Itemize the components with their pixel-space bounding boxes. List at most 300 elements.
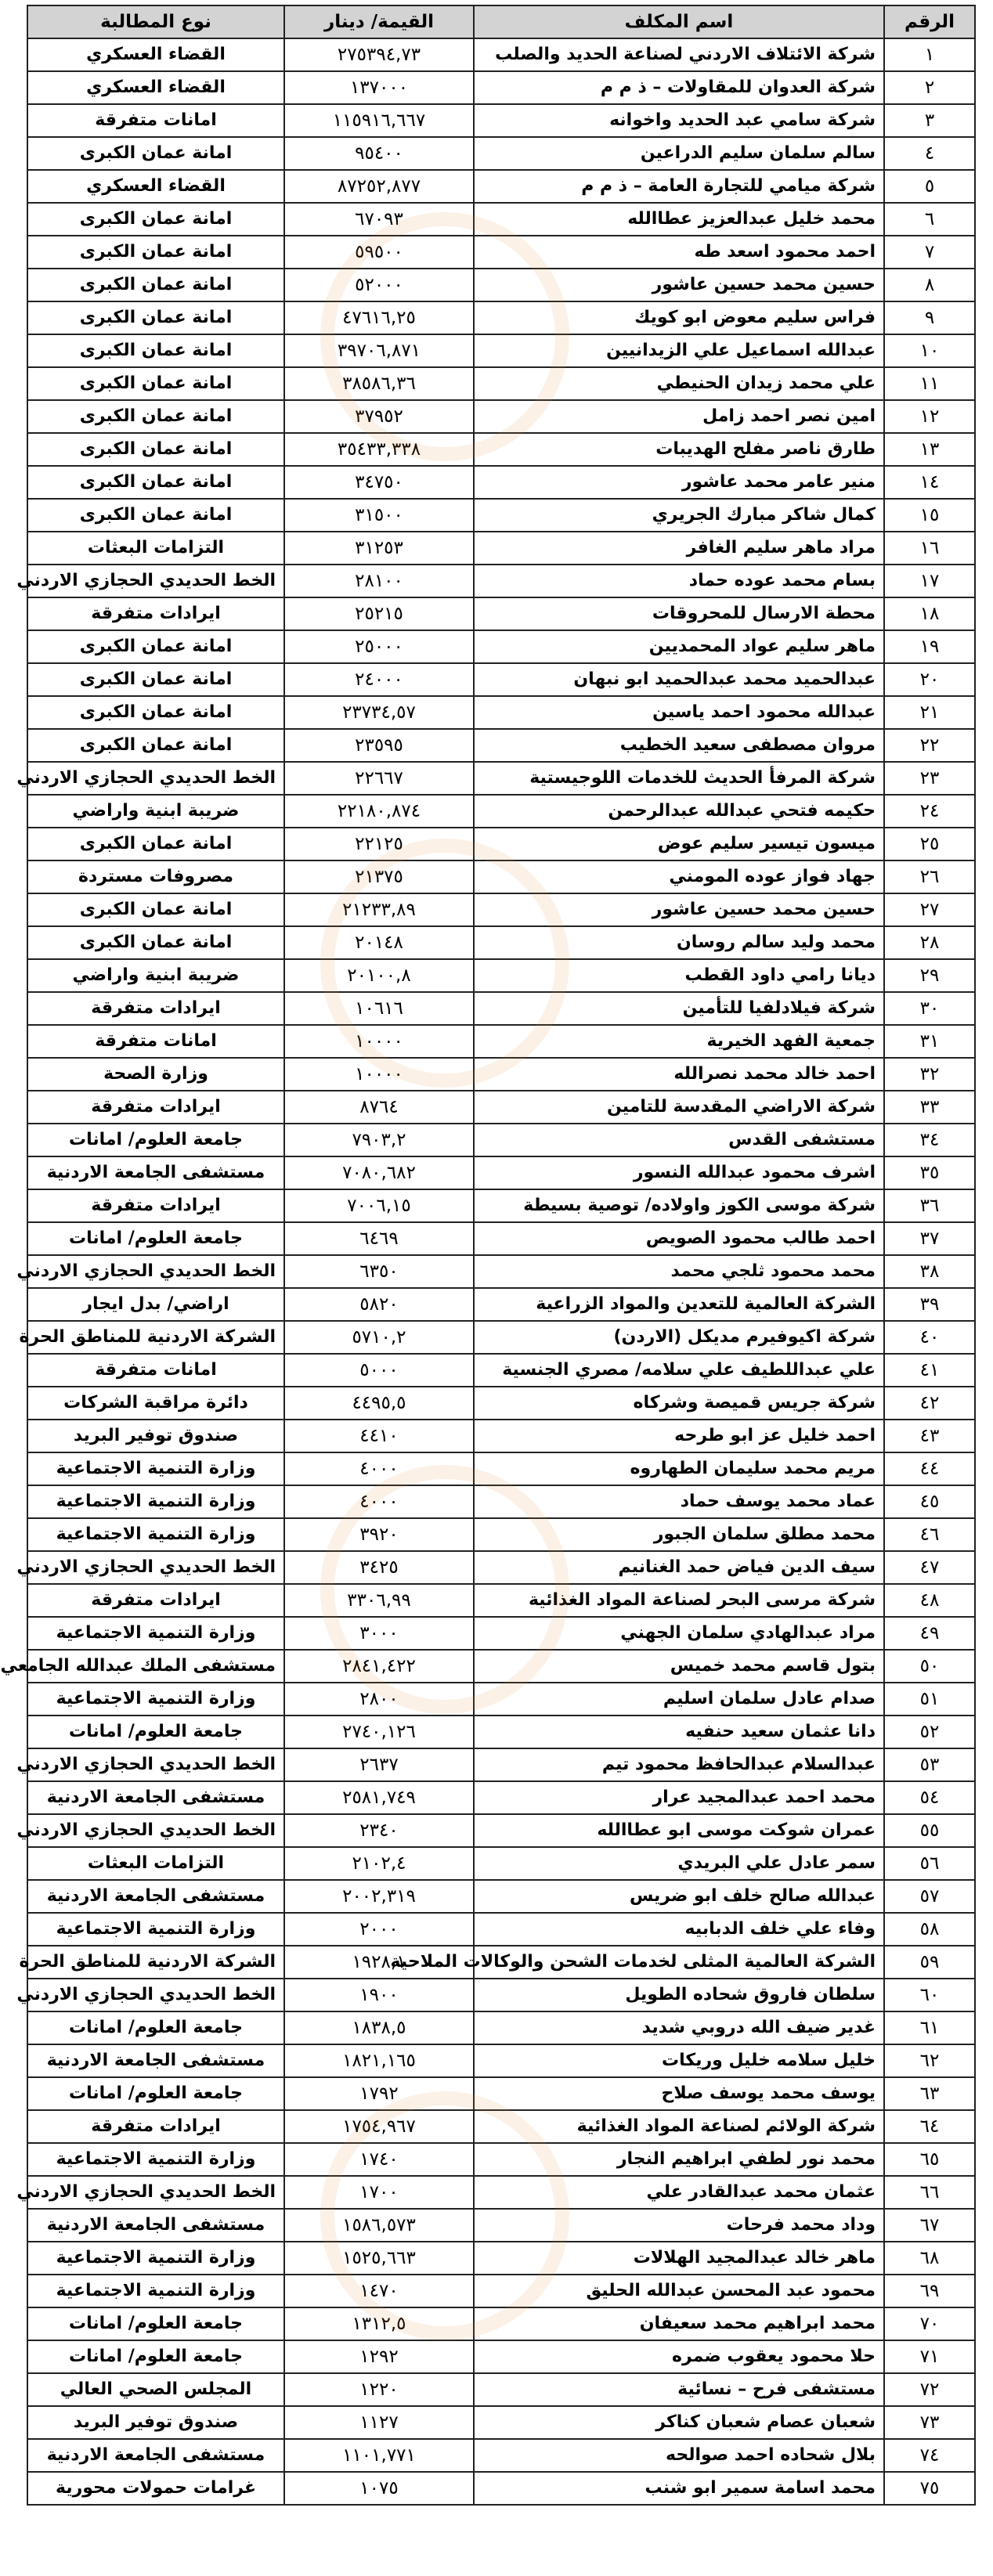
header-name: اسم المكلف <box>474 5 884 38</box>
row-num: ٧٥ <box>884 2472 975 2505</box>
row-value: ٩٥٤٠٠ <box>284 137 474 170</box>
row-name: سيف الدين فياض حمد الغنانيم <box>474 1551 884 1584</box>
table-row <box>27 1650 975 1683</box>
row-type: الخط الحديدي الحجازي الاردني <box>27 1551 284 1584</box>
row-value: ٢٦٣٧ <box>284 1748 474 1781</box>
table-row <box>27 1617 975 1650</box>
table-row <box>27 236 975 269</box>
row-value: ٢٥٠٠٠ <box>284 630 474 663</box>
table-row <box>27 1814 975 1847</box>
row-value: ٦٣٥٠ <box>284 1255 474 1288</box>
row-type: مصروفات مستردة <box>27 860 284 893</box>
table-row <box>27 1748 975 1781</box>
row-num: ١٣ <box>884 433 975 466</box>
row-type: وزارة التنمية الاجتماعية <box>27 1617 284 1650</box>
row-type: وزارة الصحة <box>27 1058 284 1091</box>
table-row <box>27 1288 975 1321</box>
table-row <box>27 2143 975 2176</box>
row-type: مستشفى الجامعة الاردنية <box>27 2439 284 2472</box>
row-num: ٧١ <box>884 2340 975 2373</box>
row-value: ٣١٥٠٠ <box>284 499 474 532</box>
row-num: ٢٠ <box>884 663 975 696</box>
table-row <box>27 400 975 433</box>
table-row <box>27 433 975 466</box>
row-type: وزارة التنمية الاجتماعية <box>27 2275 284 2307</box>
row-type: امانة عمان الكبرى <box>27 367 284 400</box>
row-value: ١٢٢٠ <box>284 2373 474 2406</box>
row-type: صندوق توفير البريد <box>27 2406 284 2439</box>
row-name: سلطان فاروق شحاده الطويل <box>474 1979 884 2011</box>
table-row <box>27 532 975 565</box>
row-value: ١٠٠٠٠ <box>284 1025 474 1058</box>
row-type: جامعة العلوم/ امانات <box>27 2340 284 2373</box>
row-type: امانة عمان الكبرى <box>27 236 284 269</box>
row-value: ٢١٢٣٣,٨٩ <box>284 893 474 926</box>
row-value: ٢٠٠٠ <box>284 1913 474 1946</box>
row-name: فراس سليم معوض ابو كويك <box>474 301 884 334</box>
row-type: جامعة العلوم/ امانات <box>27 1222 284 1255</box>
row-name: علي عبداللطيف علي سلامه/ مصري الجنسية <box>474 1354 884 1387</box>
row-num: ٥٣ <box>884 1748 975 1781</box>
row-type: جامعة العلوم/ امانات <box>27 2307 284 2340</box>
row-num: ٧٢ <box>884 2373 975 2406</box>
row-num: ٦٠ <box>884 1979 975 2011</box>
row-type: ضريبة ابنية واراضي <box>27 795 284 828</box>
row-type: دائرة مراقبة الشركات <box>27 1387 284 1420</box>
row-value: ١١٢٧ <box>284 2406 474 2439</box>
row-num: ٦٨ <box>884 2242 975 2275</box>
row-num: ٣٠ <box>884 992 975 1025</box>
table-row <box>27 499 975 532</box>
row-num: ٢٨ <box>884 926 975 959</box>
row-name: مستشفى فرح – نسائية <box>474 2373 884 2406</box>
row-name: محمد اسامة سمير ابو شنب <box>474 2472 884 2505</box>
row-value: ٢٢١٨٠,٨٧٤ <box>284 795 474 828</box>
table-row <box>27 1025 975 1058</box>
row-value: ١٧٥٤,٩٦٧ <box>284 2110 474 2143</box>
row-type: الخط الحديدي الحجازي الاردني <box>27 762 284 795</box>
row-name: شركة موسى الكوز واولاده/ توصية بسيطة <box>474 1189 884 1222</box>
row-type: امانة عمان الكبرى <box>27 499 284 532</box>
row-type: امانة عمان الكبرى <box>27 466 284 499</box>
row-value: ٢٣٧٣٤,٥٧ <box>284 696 474 729</box>
row-name: محمد خليل عبدالعزيز عطاالله <box>474 203 884 236</box>
claims-rows <box>0 38 975 2505</box>
row-value: ٥٨٢٠ <box>284 1288 474 1321</box>
row-value: ٢٥٨١,٧٤٩ <box>284 1781 474 1814</box>
row-num: ١ <box>884 38 975 71</box>
row-type: مستشفى الجامعة الاردنية <box>27 2209 284 2242</box>
row-name: شركة سامي عبد الحديد واخوانه <box>474 104 884 137</box>
row-name: ماهر سليم عواد المحمديين <box>474 630 884 663</box>
row-num: ٦١ <box>884 2011 975 2044</box>
row-type: الخط الحديدي الحجازي الاردني <box>27 1748 284 1781</box>
row-name: عبدالله اسماعيل علي الزيدانيين <box>474 334 884 367</box>
row-num: ٢٥ <box>884 828 975 860</box>
header-type: نوع المطالبة <box>27 5 284 38</box>
table-row <box>27 1716 975 1748</box>
row-name: محمد وليد سالم روسان <box>474 926 884 959</box>
row-value: ٣٤٢٥ <box>284 1551 474 1584</box>
table-row <box>27 367 975 400</box>
row-name: شعبان عصام شعبان كناكر <box>474 2406 884 2439</box>
row-value: ٤٤٩٥,٥ <box>284 1387 474 1420</box>
table-row <box>27 565 975 597</box>
row-name: شركة الاراضي المقدسة للتامين <box>474 1091 884 1124</box>
row-num: ٤٤ <box>884 1452 975 1485</box>
row-name: محمد احمد عبدالمجيد عرار <box>474 1781 884 1814</box>
row-type: القضاء العسكري <box>27 71 284 104</box>
row-num: ٢١ <box>884 696 975 729</box>
row-type: امانة عمان الكبرى <box>27 729 284 762</box>
row-type: امانة عمان الكبرى <box>27 400 284 433</box>
row-type: جامعة العلوم/ امانات <box>27 2077 284 2110</box>
row-name: شركة ميامي للتجارة العامة – ذ م م <box>474 170 884 203</box>
row-value: ٣٩٢٠ <box>284 1518 474 1551</box>
row-num: ٥٧ <box>884 1880 975 1913</box>
row-name: حسين محمد حسين عاشور <box>474 893 884 926</box>
row-num: ١٥ <box>884 499 975 532</box>
row-name: شركة المرفأ الحديث للخدمات اللوجيستية <box>474 762 884 795</box>
table-row <box>27 334 975 367</box>
claims-table <box>0 5 976 2506</box>
row-name: عثمان محمد عبدالقادر علي <box>474 2176 884 2209</box>
row-name: شركة جريس قميصة وشركاه <box>474 1387 884 1420</box>
row-type: امانة عمان الكبرى <box>27 663 284 696</box>
row-type: امانة عمان الكبرى <box>27 433 284 466</box>
row-name: ديانا رامي داود القطب <box>474 959 884 992</box>
row-type: امانة عمان الكبرى <box>27 269 284 301</box>
row-num: ٧٤ <box>884 2439 975 2472</box>
table-row <box>27 2176 975 2209</box>
table-row <box>27 301 975 334</box>
table-row <box>27 1222 975 1255</box>
row-type: مستشفى الجامعة الاردنية <box>27 1781 284 1814</box>
row-value: ١٨٣٨,٥ <box>284 2011 474 2044</box>
table-row <box>27 203 975 236</box>
row-name: صدام عادل سلمان اسليم <box>474 1683 884 1716</box>
table-row <box>27 926 975 959</box>
row-num: ٤٥ <box>884 1485 975 1518</box>
table-row <box>27 1979 975 2011</box>
table-row <box>27 71 975 104</box>
row-name: وداد محمد فرحات <box>474 2209 884 2242</box>
table-row <box>27 663 975 696</box>
row-value: ١٢٩٢ <box>284 2340 474 2373</box>
row-type: اراضي/ بدل ايجار <box>27 1288 284 1321</box>
row-num: ١٦ <box>884 532 975 565</box>
row-num: ٢٧ <box>884 893 975 926</box>
row-value: ٢٣٥٩٥ <box>284 729 474 762</box>
table-row <box>27 2373 975 2406</box>
table-row <box>27 1551 975 1584</box>
table-row <box>27 1847 975 1880</box>
row-num: ١٩ <box>884 630 975 663</box>
row-name: مراد عبدالهادي سلمان الجهني <box>474 1617 884 1650</box>
row-value: ٤٤١٠ <box>284 1420 474 1452</box>
row-value: ١٧٠٠ <box>284 2176 474 2209</box>
row-type: التزامات البعثات <box>27 532 284 565</box>
row-num: ٤٠ <box>884 1321 975 1354</box>
row-value: ٧٠٨٠,٦٨٢ <box>284 1156 474 1189</box>
row-type: امانة عمان الكبرى <box>27 696 284 729</box>
row-value: ٢٣٤٠ <box>284 1814 474 1847</box>
row-type: وزارة التنمية الاجتماعية <box>27 1485 284 1518</box>
row-value: ١٩٠٠ <box>284 1979 474 2011</box>
row-num: ٤٢ <box>884 1387 975 1420</box>
row-name: سمر عادل علي البريدي <box>474 1847 884 1880</box>
row-num: ٤٣ <box>884 1420 975 1452</box>
row-num: ١٨ <box>884 597 975 630</box>
row-type: ايرادات متفرقة <box>27 597 284 630</box>
table-row <box>27 1091 975 1124</box>
row-name: عبدالله صالح خلف ابو ضريس <box>474 1880 884 1913</box>
table-row <box>27 2340 975 2373</box>
row-name: دانا عثمان سعيد حنفيه <box>474 1716 884 1748</box>
row-num: ٤١ <box>884 1354 975 1387</box>
row-value: ٢١٣٧٥ <box>284 860 474 893</box>
row-value: ٢٤٠٠٠ <box>284 663 474 696</box>
row-num: ٣٨ <box>884 1255 975 1288</box>
row-num: ٣٣ <box>884 1091 975 1124</box>
row-type: صندوق توفير البريد <box>27 1420 284 1452</box>
row-value: ٧٠٠٦,١٥ <box>284 1189 474 1222</box>
row-num: ٢٩ <box>884 959 975 992</box>
table-row <box>27 1420 975 1452</box>
row-name: طارق ناصر مفلح الهديبات <box>474 433 884 466</box>
header-value: القيمة/ دينار <box>284 5 474 38</box>
row-type: الخط الحديدي الحجازي الاردني <box>27 565 284 597</box>
table-row <box>27 38 975 71</box>
row-type: امانة عمان الكبرى <box>27 630 284 663</box>
row-name: ماهر خالد عبدالمجيد الهلالات <box>474 2242 884 2275</box>
row-name: شركة اكيوفيرم مديكل (الاردن) <box>474 1321 884 1354</box>
row-num: ٦٦ <box>884 2176 975 2209</box>
row-type: الشركة الاردنية للمناطق الحرة <box>27 1946 284 1979</box>
table-row <box>27 630 975 663</box>
row-type: ايرادات متفرقة <box>27 1091 284 1124</box>
table-row <box>27 2011 975 2044</box>
row-type: وزارة التنمية الاجتماعية <box>27 1683 284 1716</box>
row-name: احمد خليل عز ابو طرحه <box>474 1420 884 1452</box>
row-num: ٦ <box>884 203 975 236</box>
row-value: ٢٨٤١,٤٢٢ <box>284 1650 474 1683</box>
row-num: ٧ <box>884 236 975 269</box>
row-num: ٩ <box>884 301 975 334</box>
row-type: ايرادات متفرقة <box>27 1584 284 1617</box>
row-num: ١٧ <box>884 565 975 597</box>
row-num: ٢٢ <box>884 729 975 762</box>
table-row <box>27 1781 975 1814</box>
row-num: ٢٦ <box>884 860 975 893</box>
row-num: ٥٨ <box>884 1913 975 1946</box>
row-type: امانة عمان الكبرى <box>27 137 284 170</box>
row-value: ١٧٩٢ <box>284 2077 474 2110</box>
row-num: ٥٩ <box>884 1946 975 1979</box>
row-name: عبدالحميد محمد عبدالحميد ابو نبهان <box>474 663 884 696</box>
row-name: كمال شاكر مبارك الجريري <box>474 499 884 532</box>
row-name: شركة الائتلاف الاردني لصناعة الحديد والصلب <box>474 38 884 71</box>
row-value: ٥٩٥٠٠ <box>284 236 474 269</box>
row-type: مستشفى الجامعة الاردنية <box>27 1156 284 1189</box>
row-value: ٣٥٤٣٣,٣٣٨ <box>284 433 474 466</box>
row-value: ٣٣٠٦,٩٩ <box>284 1584 474 1617</box>
row-num: ٦٣ <box>884 2077 975 2110</box>
row-type: امانة عمان الكبرى <box>27 828 284 860</box>
row-num: ٣٢ <box>884 1058 975 1091</box>
row-name: محطة الارسال للمحروقات <box>474 597 884 630</box>
row-num: ١١ <box>884 367 975 400</box>
row-num: ٢٣ <box>884 762 975 795</box>
row-value: ١٩٢٨,١ <box>284 1946 474 1979</box>
row-value: ١١٥٩١٦,٦٦٧ <box>284 104 474 137</box>
row-value: ٦٤٦٩ <box>284 1222 474 1255</box>
table-row <box>27 2044 975 2077</box>
row-name: مستشفى القدس <box>474 1124 884 1156</box>
row-value: ٧٩٠٣,٢ <box>284 1124 474 1156</box>
row-value: ٤٧٦١٦,٢٥ <box>284 301 474 334</box>
row-num: ٥٠ <box>884 1650 975 1683</box>
table-row <box>27 2406 975 2439</box>
table-row <box>27 1880 975 1913</box>
row-num: ١٤ <box>884 466 975 499</box>
row-name: ميسون تيسير سليم عوض <box>474 828 884 860</box>
row-name: مراد ماهر سليم الغافر <box>474 532 884 565</box>
row-num: ٥٦ <box>884 1847 975 1880</box>
row-type: امانات متفرقة <box>27 104 284 137</box>
row-value: ٢٠٠٢,٣١٩ <box>284 1880 474 1913</box>
table-row <box>27 1518 975 1551</box>
header-num: الرقم <box>884 5 975 38</box>
row-type: المجلس الصحي العالي <box>27 2373 284 2406</box>
table-row <box>27 466 975 499</box>
header-row <box>27 5 975 38</box>
table-row <box>27 1321 975 1354</box>
row-value: ٢٢٦٦٧ <box>284 762 474 795</box>
row-num: ٦٢ <box>884 2044 975 2077</box>
row-value: ٦٧٠٩٣ <box>284 203 474 236</box>
row-num: ٥١ <box>884 1683 975 1716</box>
row-name: امين نصر احمد زامل <box>474 400 884 433</box>
row-num: ٥٥ <box>884 1814 975 1847</box>
row-value: ٢١٠٢,٤ <box>284 1847 474 1880</box>
row-num: ٣ <box>884 104 975 137</box>
table-row <box>27 1452 975 1485</box>
row-num: ٥٢ <box>884 1716 975 1748</box>
table-row <box>27 1913 975 1946</box>
table-row <box>27 828 975 860</box>
row-type: ايرادات متفرقة <box>27 2110 284 2143</box>
table-row <box>27 104 975 137</box>
row-value: ٨٧٦٤ <box>284 1091 474 1124</box>
row-value: ٢٧٥٣٩٤,٧٣ <box>284 38 474 71</box>
table-row <box>27 795 975 828</box>
row-num: ٣٧ <box>884 1222 975 1255</box>
row-num: ٧٠ <box>884 2307 975 2340</box>
row-name: منير عامر محمد عاشور <box>474 466 884 499</box>
row-value: ٥٠٠٠ <box>284 1354 474 1387</box>
row-num: ٨ <box>884 269 975 301</box>
table-row <box>27 2077 975 2110</box>
row-name: مريم محمد سليمان الطهاروه <box>474 1452 884 1485</box>
row-type: جامعة العلوم/ امانات <box>27 2011 284 2044</box>
table-row <box>27 762 975 795</box>
row-name: يوسف محمد يوسف صلاح <box>474 2077 884 2110</box>
row-value: ٣٠٠٠ <box>284 1617 474 1650</box>
row-type: الخط الحديدي الحجازي الاردني <box>27 1255 284 1288</box>
row-name: بلال شحاده احمد صوالحه <box>474 2439 884 2472</box>
row-value: ١٤٧٠ <box>284 2275 474 2307</box>
row-type: جامعة العلوم/ امانات <box>27 1124 284 1156</box>
row-type: التزامات البعثات <box>27 1847 284 1880</box>
row-num: ٦٧ <box>884 2209 975 2242</box>
row-num: ٤٧ <box>884 1551 975 1584</box>
row-num: ٣٥ <box>884 1156 975 1189</box>
row-name: احمد محمود اسعد طه <box>474 236 884 269</box>
row-name: الشركة العالمية المثلى لخدمات الشحن والوكالات الملاحية <box>474 1946 884 1979</box>
row-type: الشركة الاردنية للمناطق الحرة <box>27 1321 284 1354</box>
row-name: محمد محمود ثلجي محمد <box>474 1255 884 1288</box>
row-type: القضاء العسكري <box>27 38 284 71</box>
row-value: ٨٧٢٥٢,٨٧٧ <box>284 170 474 203</box>
table-row <box>27 2275 975 2307</box>
row-type: امانات متفرقة <box>27 1025 284 1058</box>
row-value: ٤٠٠٠ <box>284 1485 474 1518</box>
row-value: ١٧٤٠ <box>284 2143 474 2176</box>
row-name: شركة الولائم لصناعة المواد الغذائية <box>474 2110 884 2143</box>
row-num: ٦٥ <box>884 2143 975 2176</box>
row-name: عمران شوكت موسى ابو عطاالله <box>474 1814 884 1847</box>
row-num: ٣١ <box>884 1025 975 1058</box>
table-row <box>27 1485 975 1518</box>
row-name: خليل سلامه خليل وريكات <box>474 2044 884 2077</box>
row-name: شركة مرسى البحر لصناعة المواد الغذائية <box>474 1584 884 1617</box>
row-num: ٦٤ <box>884 2110 975 2143</box>
row-name: عبدالله محمود احمد ياسين <box>474 696 884 729</box>
table-row <box>27 959 975 992</box>
row-type: مستشفى الملك عبدالله الجامعي <box>27 1650 284 1683</box>
table-row <box>27 1058 975 1091</box>
row-name: عبدالسلام عبدالحافظ محمود تيم <box>474 1748 884 1781</box>
table-row <box>27 1255 975 1288</box>
row-name: شركة فيلادلفيا للتأمين <box>474 992 884 1025</box>
row-name: جهاد فواز عوده المومني <box>474 860 884 893</box>
table-row <box>27 1354 975 1387</box>
row-value: ٢٠١٤٨ <box>284 926 474 959</box>
row-value: ١٨٢١,١٦٥ <box>284 2044 474 2077</box>
row-type: امانة عمان الكبرى <box>27 893 284 926</box>
row-type: امانة عمان الكبرى <box>27 203 284 236</box>
row-value: ٢٨١٠٠ <box>284 565 474 597</box>
row-value: ٢٢١٢٥ <box>284 828 474 860</box>
row-name: بسام محمد عوده حماد <box>474 565 884 597</box>
row-num: ٣٩ <box>884 1288 975 1321</box>
row-name: سالم سلمان سليم الدراعين <box>474 137 884 170</box>
row-type: ضريبة ابنية واراضي <box>27 959 284 992</box>
row-name: الشركة العالمية للتعدين والمواد الزراعية <box>474 1288 884 1321</box>
row-name: محمد نور لطفي ابراهيم النجار <box>474 2143 884 2176</box>
row-type: الخط الحديدي الحجازي الاردني <box>27 2176 284 2209</box>
row-name: محمود عبد المحسن عبدالله الحليق <box>474 2275 884 2307</box>
table-row <box>27 1683 975 1716</box>
table-row <box>27 893 975 926</box>
row-type: الخط الحديدي الحجازي الاردني <box>27 1979 284 2011</box>
row-num: ٥ <box>884 170 975 203</box>
table-row <box>27 2472 975 2505</box>
table-row <box>27 696 975 729</box>
table-row <box>27 2110 975 2143</box>
row-num: ١٢ <box>884 400 975 433</box>
